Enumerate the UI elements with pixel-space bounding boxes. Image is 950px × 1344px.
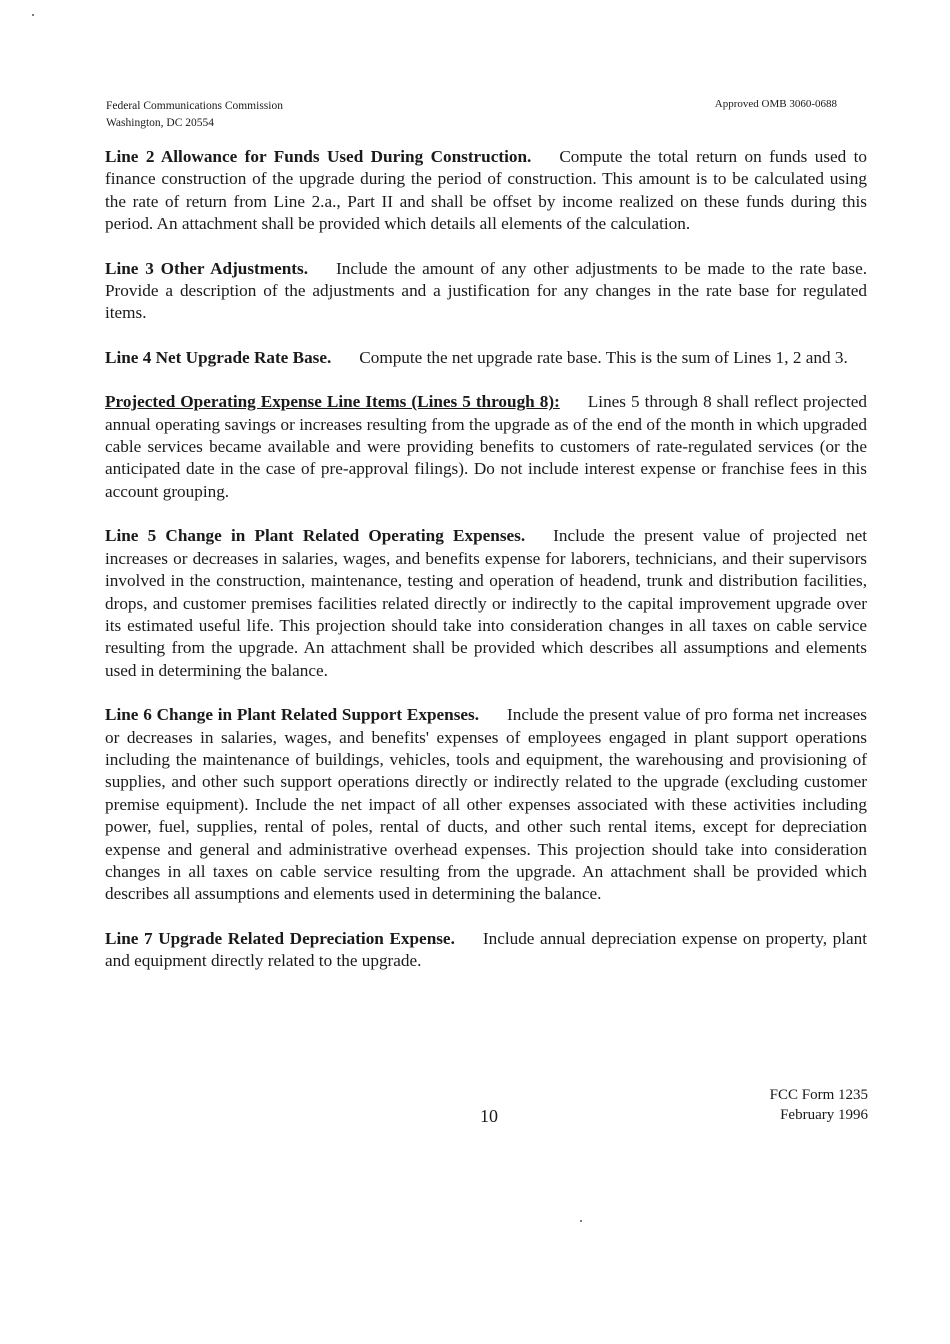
header-agency-block (106, 98, 283, 132)
paragraph-text: Include the present value of projected net increases or decreases in salaries, wages, and benefits expense for laborers, technicians, and their supervisors involved in the construction, maintenance, testing and operation of headend, trunk and distribution facilities, drops, and customer premises facilities related directly or indirectly to the capital improvement upgrade over its estimated useful life. This projection should take into consideration changes in all taxes on cable service resulting from the upgrade. An attachment shall be provided which describes all assumptions and elements used in determining the balance. (105, 526, 867, 680)
paragraph-projected-expenses (105, 391, 867, 503)
document-body (105, 146, 867, 995)
paragraph-text: Compute the total return on funds used to finance construction of the upgrade during the period of construction. This amount is to be calculated using the rate of return from Line 2.a., Part II and shall be offset by income realized on these funds during this period. An attachment shall be provided which details all elements of the calculation. (105, 147, 867, 234)
paragraph-heading: Line 7 Upgrade Related Depreciation Expense. (105, 928, 455, 948)
paragraph-text: Include the amount of any other adjustments to be made to the rate base. Provide a description of the adjustments and a justification for any changes in the rate base for regulated items. (105, 258, 867, 323)
footer-date: February 1996 (780, 1107, 868, 1123)
paragraph-heading: Line 4 Net Upgrade Rate Base. (105, 347, 332, 367)
paragraph-text: Include the present value of pro forma net increases or decreases in salaries, wages, and benefits' expenses of employees engaged in plant support operations including the maintenance of buildings, vehicles, tools and equipment, the warehousing and provisioning of supplies, and other such support operations directly or indirectly related to the upgrade (excluding customer premise equipment). Include the net impact of all other expenses associated with these activities including power, fuel, supplies, rental of poles, rental of ducts, and other such rental items, except for depreciation expense and general and administrative overhead expenses. This projection should take into consideration changes in all taxes on cable service resulting from the upgrade. An attachment shall be provided which describes all assumptions and elements used in determining the balance. (105, 705, 867, 904)
paragraph-line-7 (105, 928, 867, 973)
paragraph-heading: Line 6 Change in Plant Related Support Expenses. (105, 705, 480, 725)
header-agency: Federal Communications Commission (106, 100, 283, 112)
paragraph-heading: Line 5 Change in Plant Related Operating Expenses. (105, 526, 526, 546)
footer-form: FCC Form 1235 (769, 1087, 868, 1103)
paragraph-heading: Line 3 Other Adjustments. (105, 258, 308, 278)
paragraph-line-2 (105, 146, 867, 236)
paragraph-text: Compute the net upgrade rate base. This is the sum of Lines 1, 2 and 3. (359, 347, 848, 367)
header-omb: Approved OMB 3060-0688 (714, 98, 837, 110)
scan-speck (32, 14, 34, 16)
page-number: 10 (480, 1106, 498, 1126)
paragraph-line-3 (105, 258, 867, 325)
scan-speck (580, 1220, 582, 1222)
header-location: Washington, DC 20554 (106, 117, 215, 129)
paragraph-line-4 (105, 347, 867, 369)
paragraph-text: Lines 5 through 8 shall reflect projected annual operating savings or increases resulting from the upgrade as of the end of the month in which upgraded cable services became available and were providing benefits to customers of rate-regulated services (or the anticipated date in the case of pre-approval filings). Do not include interest expense or franchise fees in this account grouping. (105, 392, 867, 501)
section-heading: Projected Operating Expense Line Items (Lines 5 through 8): (105, 392, 560, 412)
paragraph-heading: Line 2 Allowance for Funds Used During Construction. (105, 147, 532, 166)
paragraph-text: Include annual depreciation expense on property, plant and equipment directly related to the upgrade. (105, 928, 868, 971)
paragraph-line-5 (105, 525, 867, 682)
paragraph-line-6 (105, 704, 867, 906)
footer-form-block (770, 1085, 868, 1125)
